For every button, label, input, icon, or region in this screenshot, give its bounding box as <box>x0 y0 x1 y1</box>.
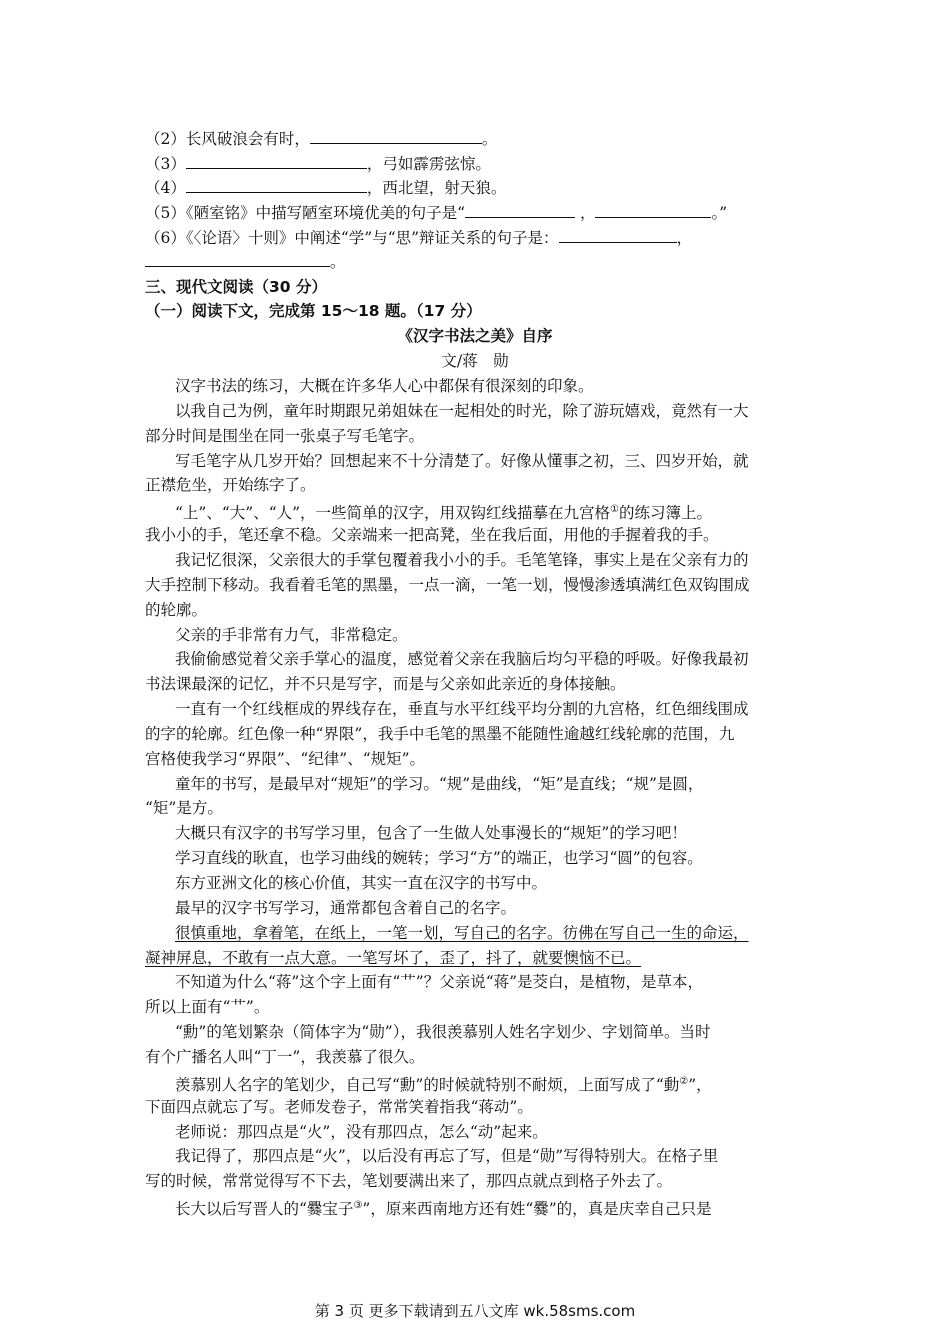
article-line-text: 童年的书写，是最早对“规矩”的学习。“规”是曲线，“矩”是直线；“规”是圆， <box>175 774 704 793</box>
fill-in-q6-cont <box>145 249 346 275</box>
article-line-text: 不知道为什么“蒋”这个字上面有“艹”？父亲说“蒋”是茭白，是植物，是草本， <box>175 973 704 992</box>
section-heading: 三、现代文阅读（30 分） <box>145 278 327 296</box>
article-line-text: 写毛笔字从几岁开始？回想起来不十分清楚了。好像从懂事之初，三、四岁开始，就 <box>175 451 749 470</box>
article-line <box>175 1193 712 1222</box>
article-line <box>145 746 425 772</box>
article-line-text: 老师说：那四点是“火”，没有那四点，怎么“动”起来。 <box>175 1122 548 1141</box>
q5-end: 。” <box>711 204 728 222</box>
article-line-text: 父亲的手非常有力气，非常稳定。 <box>175 625 408 644</box>
q2-end: 。 <box>481 130 498 148</box>
page-footer: 第 3 页 更多下载请到五八文库 wk.58sms.com <box>314 1302 636 1320</box>
article-title: 《汉字书法之美》自序 <box>397 327 553 345</box>
article-line-text: 东方亚洲文化的核心价值，其实一直在汉字的书写中。 <box>175 874 548 892</box>
article-line-text: “上”、“大”、“人”，一些简单的汉字，用双钩红线描摹在九宫格 <box>175 504 611 523</box>
article-line-text: 最早的汉字书写学习，通常都包含着自己的名字。 <box>175 898 517 917</box>
article-line <box>175 870 547 896</box>
q5-answer-blank-2[interactable] <box>595 200 711 218</box>
article-line <box>175 771 703 797</box>
article-line <box>175 547 749 573</box>
article-line <box>175 1019 710 1045</box>
article-line <box>145 572 750 598</box>
article-line-text: 所以上面有“艹”。 <box>145 998 270 1017</box>
article-line-text: 很慎重地，拿着笔，在纸上，一笔一划，写自己的名字。彷佛在写自己一生的命运， <box>175 923 749 942</box>
article-line-text: 以我自己为例，童年时期跟兄弟姐妹在一起相处的时光，除了游玩嬉戏，竟然有一大 <box>175 401 749 420</box>
article-line-text: 下面四点就忘了写。老师发卷子，常常笑着指我“蒋动”。 <box>145 1097 533 1116</box>
article-line <box>175 1143 718 1169</box>
article-line-text: 的轮廓。 <box>145 600 208 619</box>
fill-in-q2 <box>145 126 497 152</box>
article-line-text: 书法课最深的记忆，并不只是写字，而是与父亲如此亲近的身体接触。 <box>145 675 626 694</box>
article-line-text: 的字的轮廓。红色像一种“界限”，我手中毛笔的黑墨不能随性逾越红线轮廓的范围，九 <box>145 724 735 743</box>
article-line-text: 羡慕别人名字的笔划少，自己写“勳”的时候就特别不耐烦，上面写成了“動 <box>175 1075 680 1094</box>
article-line <box>145 423 424 449</box>
article-line <box>175 845 703 871</box>
article-line <box>145 1168 672 1194</box>
q3-label: （3） <box>145 155 186 173</box>
article-line-text: “矩”是方。 <box>145 799 223 818</box>
article-line-text: 宫格使我学习“界限”、“纪律”、“规矩”。 <box>145 749 426 768</box>
article-line-text: 部分时间是围坐在同一张桌子写毛笔字。 <box>145 426 425 445</box>
article-line <box>175 448 749 474</box>
q4-label: （4） <box>145 179 186 197</box>
article-line-text: 我偷偷感觉着父亲手掌心的温度，感觉着父亲在我脑后均匀平稳的呼吸。好像我最初 <box>175 650 749 669</box>
article-line <box>145 945 641 971</box>
article-line <box>145 1044 424 1070</box>
article-line <box>175 696 749 722</box>
fill-in-q5 <box>145 200 727 226</box>
article-line <box>145 597 207 623</box>
fill-in-q4 <box>145 175 506 201</box>
article-line <box>145 721 734 747</box>
article-line-text: 一直有一个红线框成的界线存在，垂直与水平红线平均分割的九宫格，红色细线围成 <box>175 700 749 719</box>
article-line <box>145 1094 533 1120</box>
article-line-text: 正襟危坐，开始练字了。 <box>145 476 316 495</box>
article-line-text: 我记忆很深，父亲很大的手掌包覆着我小小的手。毛笔笔锋，事实上是在父亲有力的 <box>175 550 749 569</box>
article-line-text: 我小小的手，笔还拿不稳。父亲端来一把高凳，坐在我后面，用他的手握着我的手。 <box>145 526 719 545</box>
q5-label: （5）《陋室铭》中描写陋室环境优美的句子是“ <box>145 204 466 222</box>
article-line <box>145 671 626 697</box>
article-line-text: 大概只有汉字的书写学习里，包含了一生做人处事漫长的“规矩”的学习吧！ <box>175 824 687 843</box>
q5-mid: ， <box>575 204 596 222</box>
article-line <box>145 994 269 1020</box>
footnote-marker: ② <box>679 1075 689 1087</box>
article-line-text: 大手控制下移动。我看着毛笔的黑墨，一点一滴，一笔一划，慢慢渗透填满红色双钩围成 <box>145 575 750 594</box>
q4-answer-blank[interactable] <box>186 175 367 193</box>
article-line <box>175 1119 548 1145</box>
article-line <box>175 622 408 648</box>
q6-label: （6）《〈论语〉十则》中阐述“学”与“思”辩证关系的句子是： <box>145 229 559 247</box>
article-line-text: 有个广播名人叫“丁一”，我羡慕了很久。 <box>145 1047 425 1066</box>
q6-answer-blank-1[interactable] <box>559 225 677 243</box>
q2-label: （2）长风破浪会有时， <box>145 130 310 148</box>
footnote-marker: ① <box>610 504 620 516</box>
article-line <box>145 795 223 821</box>
article-line-text: 学习直线的耿直，也学习曲线的婉转；学习“方”的端正，也学习“圆”的包容。 <box>175 849 703 868</box>
section-sub-heading: （一）阅读下文，完成第 15～18 题。（17 分） <box>145 302 482 320</box>
footnote-marker: ③ <box>353 1200 363 1212</box>
article-author: 文/蒋 勋 <box>441 352 509 370</box>
article-line-text: “勳”的笔划繁杂（简体字为“勋”），我很羡慕别人姓名字划少、字划简单。当时 <box>175 1023 711 1042</box>
article-line <box>175 398 749 424</box>
article-line-text-after: ”，原来西南地方还有姓“爨”的，真是庆幸自己只是 <box>362 1200 712 1219</box>
article-line <box>175 820 687 846</box>
fill-in-q6 <box>145 225 692 251</box>
q6-mid: ， <box>676 229 693 247</box>
article-line-text-after: 的练习簿上。 <box>619 504 713 523</box>
article-line <box>175 920 749 946</box>
q2-answer-blank[interactable] <box>310 126 482 144</box>
fill-in-q3 <box>145 151 491 177</box>
article-line-text: 写的时候，常常觉得写不下去，笔划要满出来了，那四点就点到格子外去了。 <box>145 1172 673 1191</box>
article-line <box>175 373 594 399</box>
article-line-text: 长大以后写晋人的“爨宝子 <box>175 1200 354 1219</box>
article-line <box>145 522 719 548</box>
article-line <box>175 646 749 672</box>
article-line-text: 汉字书法的练习，大概在许多华人心中都保有很深刻的印象。 <box>175 377 594 395</box>
q4-end: ，西北望，射天狼。 <box>366 179 507 197</box>
article-line <box>175 969 703 995</box>
article-line-text: 我记得了，那四点是“火”，以后没有再忘了写，但是“勋”写得特别大。在格子里 <box>175 1147 719 1166</box>
article-line <box>175 895 516 921</box>
q6-end: 。 <box>330 253 346 271</box>
article-line-text-after: ”， <box>688 1075 712 1094</box>
q6-answer-blank-2[interactable] <box>145 249 330 267</box>
q3-end: ，弓如霹雳弦惊。 <box>366 155 491 173</box>
article-line <box>145 472 316 498</box>
article-line-text: 凝神屏息，不敢有一点大意。一笔写坏了，歪了，抖了，就要懊恼不已。 <box>145 948 642 967</box>
q3-answer-blank[interactable] <box>186 151 367 169</box>
q5-answer-blank-1[interactable] <box>465 200 575 218</box>
